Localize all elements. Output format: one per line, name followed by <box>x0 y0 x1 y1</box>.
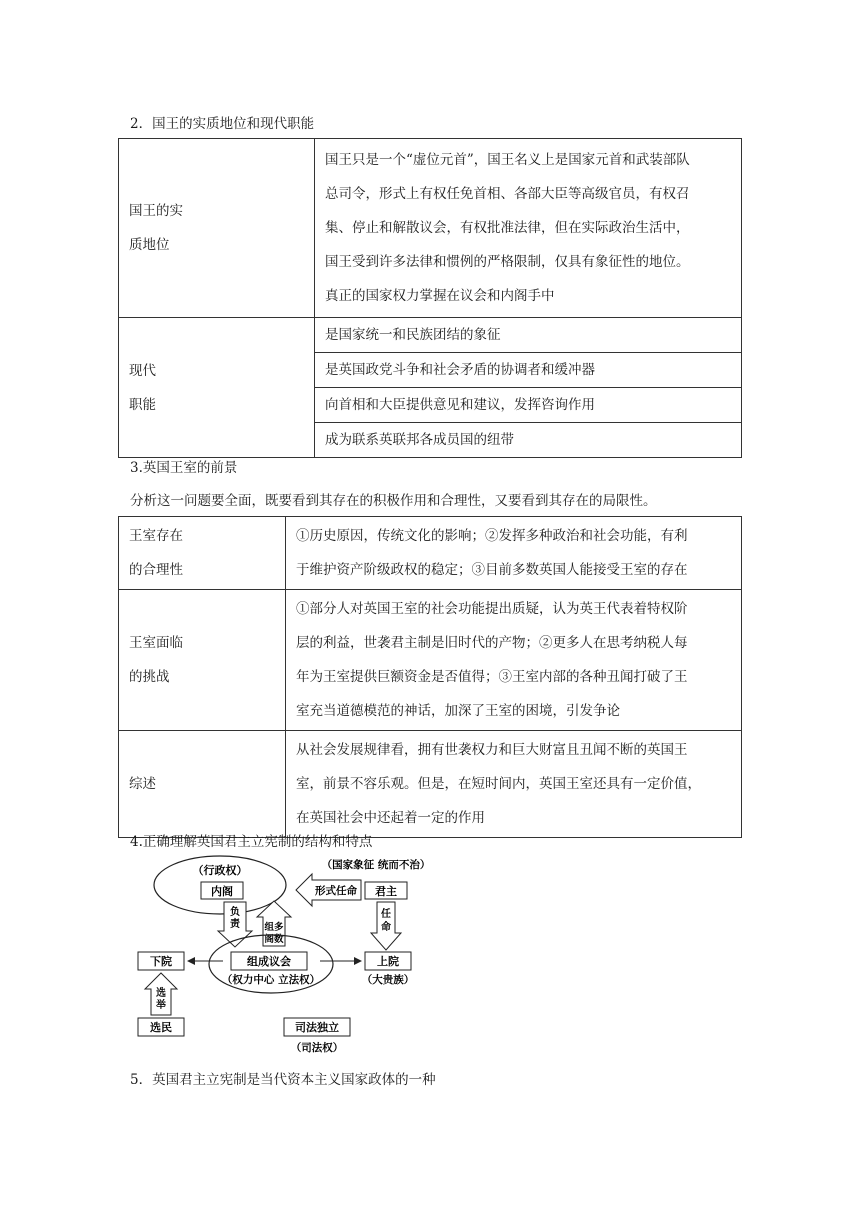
upper-house-label: 上院 <box>377 955 399 968</box>
prospect-content-line: 在英国社会中还起着一定的作用 <box>296 810 485 826</box>
prospect-label-cell <box>119 731 286 838</box>
majority-label: 组多 <box>264 922 284 933</box>
responsible-label: 负 <box>230 907 240 918</box>
function-item: 是英国政党斗争和社会矛盾的协调者和缓冲器 <box>315 353 742 388</box>
prospect-label-line: 王室面临 <box>129 635 183 651</box>
parliament-label: 组成议会 <box>247 955 291 968</box>
section-4-heading: 4.正确理解英国君主立宪制的结构和特点 <box>130 834 373 850</box>
monarch-label: 君主 <box>375 885 397 898</box>
status-content-line: 国王只是一个“虚位元首”，国王名义上是国家元首和武装部队 <box>325 152 690 168</box>
prospect-content-line: ①部分人对英国王室的社会功能提出质疑，认为英王代表着特权阶 <box>296 601 688 617</box>
prospect-content-cell <box>286 590 742 731</box>
status-label-cell <box>119 139 315 318</box>
judicial-label: （司法权） <box>290 1042 344 1054</box>
section-3-intro: 分析这一问题要全面，既要看到其存在的积极作用和合理性，又要看到其存在的局限性。 <box>130 493 657 509</box>
power-center-label: （权力中心 立法权） <box>221 974 321 986</box>
status-content-line: 真正的国家权力掌握在议会和内阁手中 <box>325 288 555 304</box>
status-label-line: 国王的实 <box>129 203 183 219</box>
prospect-content-line: 室，前景不容乐观。但是，在短时间内，英国王室还具有一定价值， <box>296 776 701 792</box>
prospect-label-line: 王室存在 <box>129 528 183 544</box>
cabinet-label: 内阁 <box>211 885 233 898</box>
function-item: 向首相和大臣提供意见和建议，发挥咨询作用 <box>315 388 742 423</box>
executive-label: （行政权） <box>192 864 248 877</box>
prospect-content-line: 从社会发展规律看，拥有世袭权力和巨大财富且丑闻不断的英国王 <box>296 742 688 758</box>
appoint-label: 命 <box>381 922 391 933</box>
prospect-content-cell <box>286 731 742 838</box>
constitutional-monarchy-diagram <box>128 855 448 1060</box>
prospect-label-line: 的挑战 <box>129 669 170 685</box>
judicial-indep-label: 司法独立 <box>295 1021 339 1034</box>
prospect-label-cell <box>119 590 286 731</box>
prospect-content-line: ①历史原因，传统文化的影响；②发挥多种政治和社会功能，有利 <box>296 528 688 544</box>
function-label-line: 现代 <box>129 362 156 379</box>
formal-appoint-label: 形式任命 <box>315 885 357 897</box>
prospect-label-line: 综述 <box>129 776 156 792</box>
royal-prospect-table <box>118 516 742 838</box>
prospect-content-line: 室充当道德模范的神话，加深了王室的困境，引发争论 <box>296 703 620 719</box>
voters-label: 选民 <box>150 1021 172 1034</box>
function-label-line: 职能 <box>129 396 156 413</box>
prospect-content-line: 于维护资产阶级政权的稳定；③目前多数英国人能接受王室的存在 <box>296 562 688 578</box>
section-3-heading: 3.英国王室的前景 <box>130 460 238 476</box>
status-content-line: 集、停止和解散议会，有权批准法律，但在实际政治生活中， <box>325 220 690 236</box>
elect-label: 举 <box>156 1000 166 1011</box>
status-label-line: 质地位 <box>129 237 170 253</box>
majority-label: 阁数 <box>264 934 284 945</box>
appoint-label: 任 <box>381 909 391 920</box>
lower-house-label: 下院 <box>150 955 172 968</box>
prospect-content-line: 层的利益，世袭君主制是旧时代的产物；②更多人在思考纳税人每 <box>296 635 688 651</box>
section-2-heading: 2．国王的实质地位和现代职能 <box>130 116 315 132</box>
monarch-status-table <box>118 138 742 458</box>
prospect-content-line: 年为王室提供巨额资金是否值得；③王室内部的各种丑闻打破了王 <box>296 669 688 685</box>
prospect-label-cell <box>119 517 286 590</box>
status-content-line: 总司令，形式上有权任免首相、各部大臣等高级官员，有权召 <box>325 186 690 202</box>
responsible-label: 责 <box>230 919 240 930</box>
function-item: 是国家统一和民族团结的象征 <box>315 318 742 353</box>
state-symbol-label: （国家象征 统而不治） <box>321 859 431 871</box>
function-label-cell <box>119 318 315 458</box>
status-content-cell <box>315 139 742 318</box>
function-item: 成为联系英联邦各成员国的纽带 <box>315 423 742 458</box>
prospect-label-line: 的合理性 <box>129 562 183 578</box>
status-content-line: 国王受到许多法律和惯例的严格限制，仅具有象征性的地位。 <box>325 254 690 270</box>
section-5-heading: 5．英国君主立宪制是当代资本主义国家政体的一种 <box>130 1072 436 1088</box>
prospect-content-cell <box>286 517 742 590</box>
elect-label: 选 <box>156 988 166 999</box>
nobles-label: （大贵族） <box>361 974 415 986</box>
